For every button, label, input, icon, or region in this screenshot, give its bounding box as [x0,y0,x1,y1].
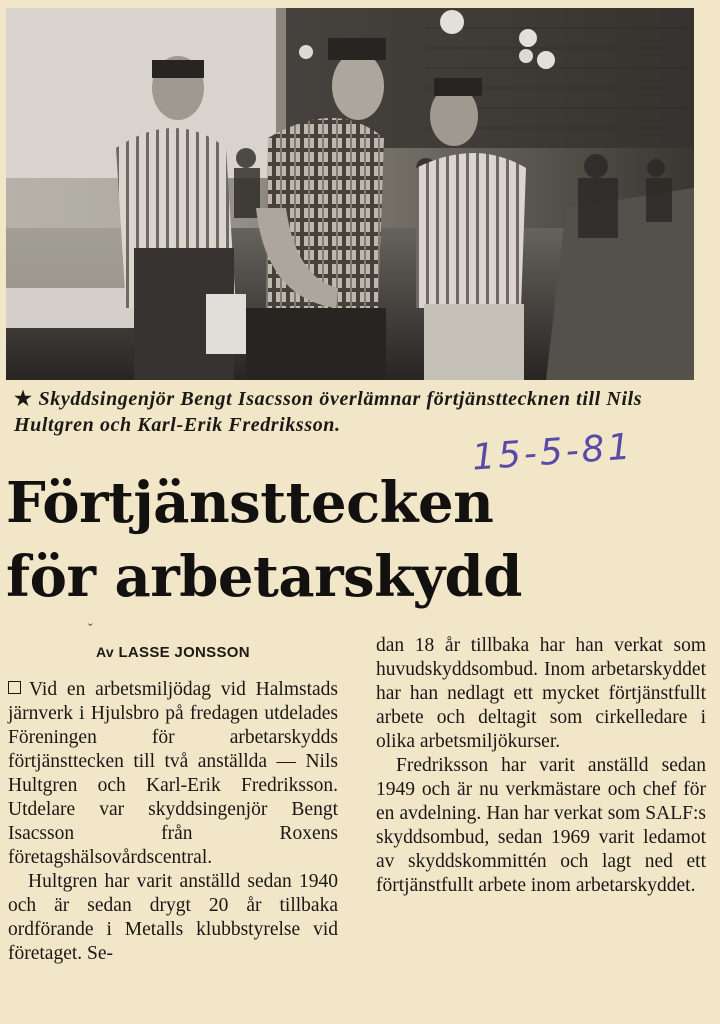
byline [96,644,250,661]
headline-line-2: för arbetarskydd [6,544,522,610]
paragraph-text: Vid en arbetsmiljödag vid Halmstads järnverk i Hjulsbro på fredagen utdelades Föreningen för arbetarskydds förtjänsttecken till två anställda — Nils Hultgren och Karl-Erik Fredriksson. Utdelare var skyddsingenjör Bengt Isacsson från Roxens företagshälsovårdscentral. [8,679,338,868]
article-column-1 [8,678,338,966]
article-paragraph: dan 18 år tillbaka har han verkat som huvudskyddsombud. Inom arbetarskyddet har han nedlagt ett mycket förtjänstfullt arbete och deltagit som cirkelledare i olika arbetsmiljökurser. [376,635,706,752]
byline-prefix: Av [96,644,114,660]
article-paragraph [8,678,338,870]
news-photo [6,8,694,380]
caption-text: Skyddsingenjör Bengt Isacsson överlämnar förtjänsttecknen till Nils Hultgren och Karl-Erik Fredriksson. [14,388,643,436]
article-paragraph: Hultgren har varit anställd sedan 1940 och är sedan drygt 20 år tillbaka ordförande i Metalls klubbstyrelse vid företaget. Se- [8,871,338,964]
article-column-2 [376,634,706,898]
handwritten-date: 15-5-81 [470,426,635,479]
headline [6,466,706,614]
photo-illustration [6,8,694,380]
article-paragraph: Fredriksson har varit anställd sedan 1949 och är nu verkmästare och chef för en avdelning. Han har verkat som SALF:s skyddsombud, sedan 1969 varit ledamot av skyddskommittén och lagt ned ett förtjänstfullt arbete inom arbetarskyddet. [376,755,706,896]
headline-line-1: Förtjänsttecken [6,470,494,536]
star-icon: ★ [14,388,33,410]
byline-author: LASSE JONSSON [118,644,250,661]
tick-mark-icon: ˇ [88,622,93,637]
square-bullet-icon [8,681,21,694]
